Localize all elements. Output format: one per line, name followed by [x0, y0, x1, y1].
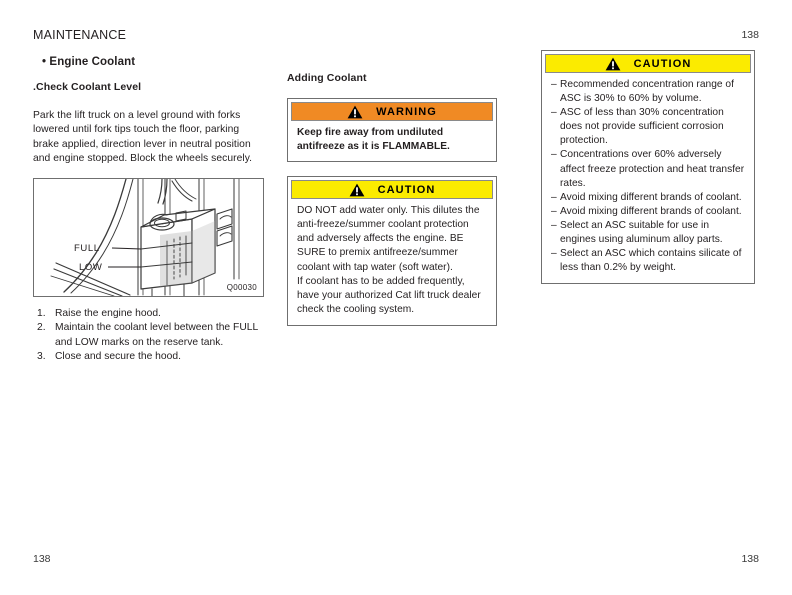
list-item-text: Recommended concentration range of ASC is 30% to 60% by volume. [560, 79, 734, 105]
right-column [541, 50, 755, 284]
adding-coolant-title: Adding Coolant [287, 72, 367, 84]
list-item-text: Select an ASC which contains silicate of less than 0.2% by weight. [560, 248, 742, 274]
caution-box-right [541, 50, 755, 284]
step-number: 2. [37, 322, 46, 334]
folio-top-right: 138 [741, 29, 759, 41]
warning-triangle-icon [347, 105, 363, 119]
caution-box-body [545, 73, 751, 280]
warning-box-text: Keep fire away from undiluted antifreeze as it is FLAMMABLE. [297, 127, 450, 152]
list-item [551, 219, 746, 247]
dash-bullet: – [551, 191, 557, 203]
list-item [33, 321, 265, 350]
step-text: Maintain the coolant level between the FULL and LOW marks on the reserve tank. [55, 322, 258, 348]
figure-label-full: FULL [74, 242, 100, 254]
caution-paragraph: If coolant has to be added frequently, have your authorized Cat lift truck dealer check the cooling system. [297, 275, 481, 315]
dash-bullet: – [551, 219, 557, 231]
list-item-text: Avoid mixing different brands of coolant. [560, 191, 742, 203]
caution-box-body [291, 199, 493, 322]
caution-box-header [291, 180, 493, 199]
step-text: Raise the engine hood. [55, 307, 161, 319]
list-item [551, 78, 746, 106]
intro-paragraph: Park the lift truck on a level ground with forks lowered until fork tips touch the floor, parking brake applied, direction lever in neutral position and engine stopped. Block the wheels securely. [33, 110, 253, 165]
figure-label-low: LOW [79, 261, 103, 273]
step-number: 3. [37, 351, 46, 363]
warning-box-body [291, 121, 493, 158]
warning-box-header [291, 102, 493, 121]
caution-paragraph: DO NOT add water only. This dilutes the anti-freeze/summer coolant protection and adversely affects the engine. BE SURE to premix antifreeze/summer coolant with tap water (soft water). [297, 205, 480, 273]
dash-bullet: – [551, 107, 557, 119]
caution-box-label: CAUTION [633, 57, 692, 70]
dash-bullet: – [551, 79, 557, 90]
list-item-text: Avoid mixing different brands of coolant. [560, 205, 742, 217]
list-item [551, 148, 746, 190]
step-number: 1. [37, 307, 46, 319]
figure-id: Q00030 [226, 282, 257, 292]
dash-bullet: – [551, 248, 557, 260]
asc-guideline-list [551, 78, 746, 275]
list-item [33, 307, 265, 322]
warning-triangle-icon [605, 57, 621, 71]
folio-bottom-left: 138 [33, 553, 51, 565]
section-title: • Engine Coolant [42, 56, 136, 68]
list-item [33, 350, 265, 365]
warning-triangle-icon [349, 183, 365, 197]
list-item [551, 247, 746, 275]
list-item [551, 191, 746, 205]
warning-box [287, 98, 497, 162]
caution-box-label: CAUTION [377, 183, 436, 196]
sub-section-title: .Check Coolant Level [33, 81, 142, 93]
list-item [551, 205, 746, 219]
procedure-steps [33, 307, 265, 365]
list-item-text: Concentrations over 60% adversely affect freeze protection and heat transfer rates. [560, 149, 745, 189]
running-head: MAINTENANCE [33, 28, 127, 42]
step-text: Close and secure the hood. [55, 351, 181, 363]
list-item-text: Select an ASC suitable for use in engines using aluminum alloy parts. [560, 219, 723, 246]
caution-box-middle [287, 176, 497, 326]
list-item [551, 106, 746, 148]
folio-bottom-right: 138 [741, 553, 759, 565]
list-item-text: ASC of less than 30% concentration does not provide sufficient corrosion protection. [560, 107, 724, 147]
dash-bullet: – [551, 205, 557, 217]
dash-bullet: – [551, 149, 557, 161]
warning-box-label: WARNING [376, 105, 437, 118]
caution-box-header [545, 54, 751, 73]
coolant-reservoir-illustration [33, 178, 264, 297]
left-column [33, 50, 265, 365]
middle-column [287, 50, 497, 326]
